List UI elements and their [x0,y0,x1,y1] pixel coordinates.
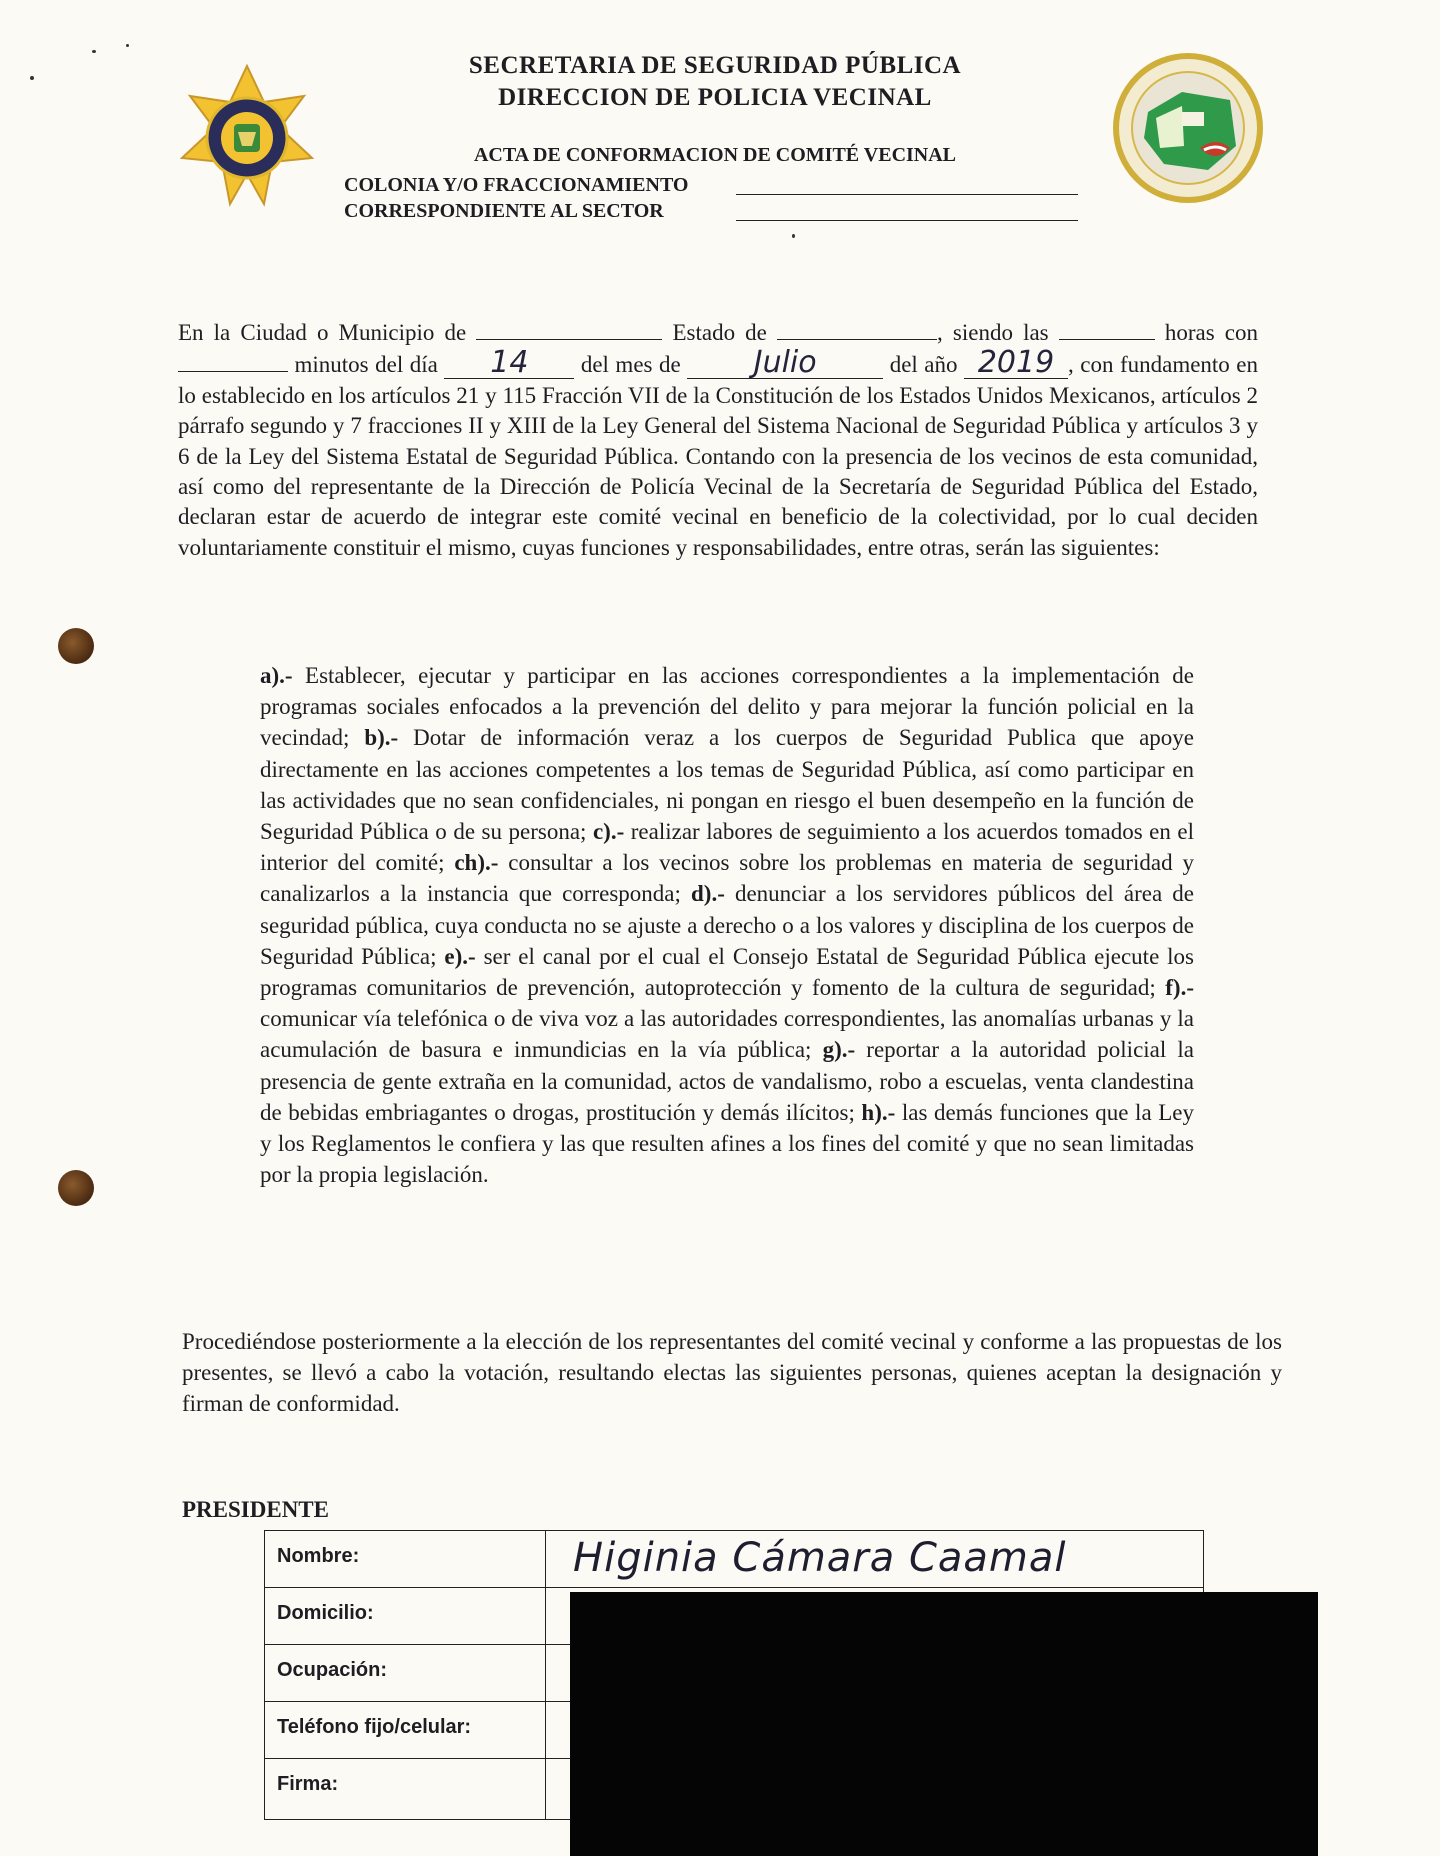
item-text: denunciar a los servidores públicos del área de seguridad pública, cuya conducta no se ajuste a derecho o a los valores y disciplina de los cuerpos de Seguridad Pública; [260,881,1194,969]
redaction-box [570,1592,1318,1856]
item-key: ch).- [454,850,499,876]
row-label: Teléfono fijo/celular: [277,1716,472,1738]
intro-text: minutos del día [294,352,438,378]
item-text: consultar a los vecinos sobre los problemas en materia de seguridad y canalizarlos a la instancia que corresponda; [260,850,1194,907]
item-key: g).- [822,1037,856,1063]
item-key: e).- [444,943,476,969]
item-text: Establecer, ejecutar y participar en las acciones correspondientes a la implementación de programas sociales enfocados a la prevención del delito y para mejorar la función policial en la vecindad; [260,663,1194,751]
item-text: realizar labores de seguimiento a los acuerdos tomados en el interior del comité; [260,819,1194,876]
header-title-line2: DIRECCION DE POLICIA VECINAL [498,84,932,111]
consejo-estatal-seal-icon [1112,52,1264,204]
item-key: b).- [364,725,399,751]
name-handwritten: Higinia Cámara Caamal [573,1535,1067,1581]
column-divider [545,1645,546,1701]
hora-blank [1059,338,1155,340]
item-key: a).- [260,663,293,688]
item-key: f).- [1165,975,1194,1001]
item-text: reportar a la autoridad policial la presencia de gente extraña en la comunidad, actos de vandalismo, robo a escuelas, venta clandestina de bebidas embriagantes o drogas, prostitución y demás ilícitos; [260,1037,1195,1125]
colonia-line [344,174,688,197]
table-row [265,1531,1203,1588]
closing-paragraph: Procediéndose posteriormente a la elección de los representantes del comité vecinal y conforme a las propuestas de los presentes, se llevó a cabo la votación, resultando electas las siguientes personas, quienes aceptan la designación y firman de conformidad. [182,1329,1282,1416]
functions-list [260,660,1194,1190]
column-divider [545,1531,546,1587]
colonia-label: COLONIA Y/O FRACCIONAMIENTO [344,174,689,196]
column-divider [545,1759,546,1819]
month-handwritten: Julio [687,348,883,379]
colonia-blank [736,194,1078,195]
item-text: Dotar de información veraz a los cuerpos de Seguridad Publica que apoye directamente en las acciones competentes a los temas de Seguridad Pública, así como participar en las actividades que no sean confidenciales, ni pongan en riesgo el buen desempeño en la función de Seguridad Pública o de su persona; [260,725,1194,845]
speck [126,44,129,47]
police-star-badge-icon [172,62,322,212]
sector-line [344,200,664,223]
day-handwritten: 14 [444,348,574,379]
intro-text: del año [889,352,958,378]
header-title-line1: SECRETARIA DE SEGURIDAD PÚBLICA [468,52,962,79]
president-heading: PRESIDENTE [182,1497,329,1522]
intro-text: , con fundamento en lo establecido en los artículos 21 y 115 Fracción VII de la Constitución de los Estados Unidos Mexicanos, artículos 2 párrafo segundo y 7 fracciones II y XIII de la Ley General del Sistema Nacional de Seguridad Pública y artículos 3 y 6 de la Ley del Sistema Estatal de Seguridad Pública. Contando con la presencia de los vecinos de esta comunidad, así como del representante de la Dirección de Policía Vecinal de la Secretaría de Seguridad Pública del Estado, declaran estar de acuerdo de integrar este comité vecinal en beneficio de la colectividad, por lo cual deciden voluntariamente constituir el mismo, cuyas funciones y responsabilidades, entre otras, serán las siguientes: [178,352,1259,560]
intro-text: Estado de [672,320,767,345]
row-label: Firma: [277,1773,339,1795]
column-divider [545,1588,546,1644]
estado-blank [777,338,937,340]
item-key: c).- [592,819,625,845]
minutos-blank [178,370,288,372]
intro-text: , siendo las [937,320,1049,345]
item-key: h).- [861,1099,896,1125]
item-text: ser el canal por el cual el Consejo Estatal de Seguridad Pública ejecute los programas comunitarios de prevención, autoprotección y fomento de la cultura de seguridad; [260,943,1195,1001]
item-text: comunicar vía telefónica o de viva voz a las autoridades correspondientes, las anomalías urbanas y la acumulación de basura e inmundicias en la vía pública; [260,1006,1194,1063]
sector-blank [736,220,1078,221]
speck [792,234,795,238]
row-label: Ocupación: [277,1659,388,1681]
municipio-blank [476,338,662,340]
speck [30,76,34,80]
year-handwritten: 2019 [964,348,1068,379]
intro-text: En la Ciudad o Municipio de [178,320,467,345]
intro-paragraph [178,318,1258,563]
punch-hole-bottom [58,1170,94,1206]
item-text: las demás funciones que la Ley y los Reglamentos le confiera y las que resulten afines a los fines del comité y que no sean limitadas por la propia legislación. [260,1099,1194,1188]
row-label: Domicilio: [277,1602,374,1624]
item-key: d).- [691,881,725,907]
punch-hole-top [58,628,94,664]
sector-label: CORRESPONDIENTE AL SECTOR [344,200,664,222]
column-divider [545,1702,546,1758]
intro-text: del mes de [580,352,681,378]
acta-title: ACTA DE CONFORMACION DE COMITÉ VECINAL [473,144,957,166]
speck [92,50,96,53]
intro-text: horas con [1164,320,1259,345]
row-label: Nombre: [277,1545,360,1567]
